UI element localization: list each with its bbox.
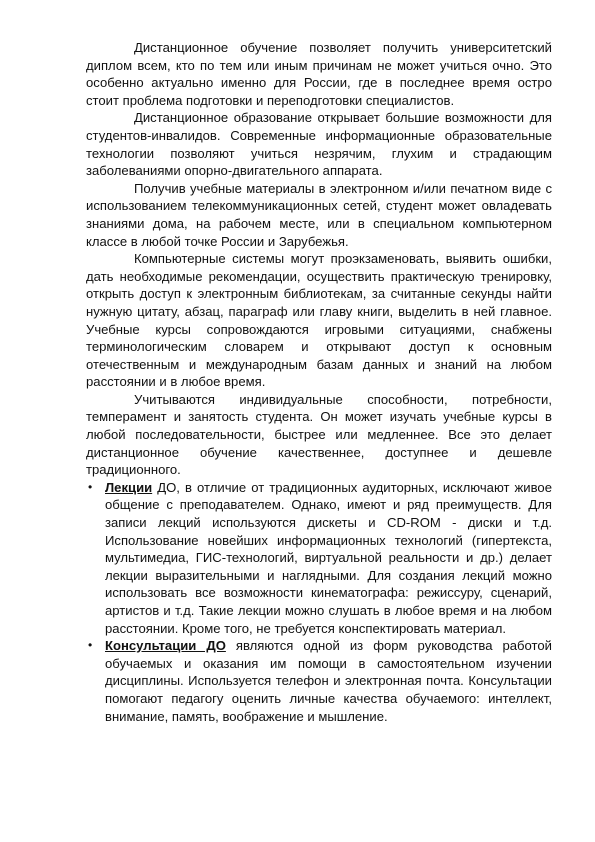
- paragraph-disabled-students: Дистанционное образование открывает большие возможности для студентов-инвалидов. Современные информационные образовательные технологии позволяют учиться незрячим, глухим и страдающим заболеваниями опорно-двигательного аппарата.: [86, 110, 552, 179]
- paragraph-computer-systems: Компьютерные системы могут проэкзаменовать, выявить ошибки, дать необходимые рекомендации, осуществить практическую тренировку, открыть доступ к электронным библиотекам, за считанные секунды найти нужную цитату, абзац, параграф или главу книги, выделить в ней главное. Учебные курсы сопровождаются игровыми ситуациями, снабжены терминологическим словарем и открывают доступ к основным отечественным и международным базам данных и знаний на любом расстоянии и в любое время.: [86, 251, 552, 390]
- bullet-item-lectures: [86, 479, 552, 637]
- bullet-term-consultations: Консультации ДО: [105, 638, 226, 654]
- paragraph-intro: Дистанционное обучение позволяет получить университетский диплом всем, кто по тем или иным причинам не может учиться очно. Это особенно актуально именно для России, где в последнее время остро стоит проблема подготовки и переподготовки специалистов.: [86, 40, 552, 108]
- paragraph-individual-abilities: Учитываются индивидуальные способности, потребности, темперамент и занятость студента. Он может изучать учебные курсы в любой последовательности, быстрее или медленнее. Все это делает дистанционное обучение качественнее, доступнее и дешевле традиционного.: [86, 391, 552, 478]
- document-page: [86, 39, 552, 725]
- bullet-list: [86, 479, 552, 725]
- bullet-text-lectures: ДО, в отличие от традиционных аудиторных, исключают живое общение с преподавателем. Однако, имеют и ряд преимуществ. Для записи лекций используются дискеты и CD-ROM - диски и т.д. Использование новейших информационных технологий (гипертекста, мультимедиа, ГИС-технологий, виртуальной реальности и др.) делает лекции выразительными и наглядными. Для создания лекций можно использовать все возможности кинематографа: режиссуру, сценарий, артистов и т.д. Такие лекции можно слушать в любое время и на любом расстоянии. Кроме того, не требуется конспектировать материал.: [105, 479, 552, 636]
- bullet-term-lectures: Лекции: [105, 479, 153, 495]
- bullet-text-consultations: являются одной из форм руководства работой обучаемых и оказания им помощи в самостоятельном изучении дисциплины. Используется телефон и электронная почта. Консультации помогают педагогу оценить личные качества обучаемого: интеллект, внимание, память, воображение и мышление.: [105, 638, 552, 724]
- bullet-icon: •: [88, 479, 93, 494]
- bullet-icon: •: [88, 638, 93, 653]
- bullet-item-consultations: [86, 637, 552, 725]
- paragraph-materials: Получив учебные материалы в электронном и/или печатном виде с использованием телекоммуникационных сетей, студент может овладевать знаниями дома, на рабочем месте, или в специальном компьютерном классе в любой точке России и Зарубежья.: [86, 180, 552, 249]
